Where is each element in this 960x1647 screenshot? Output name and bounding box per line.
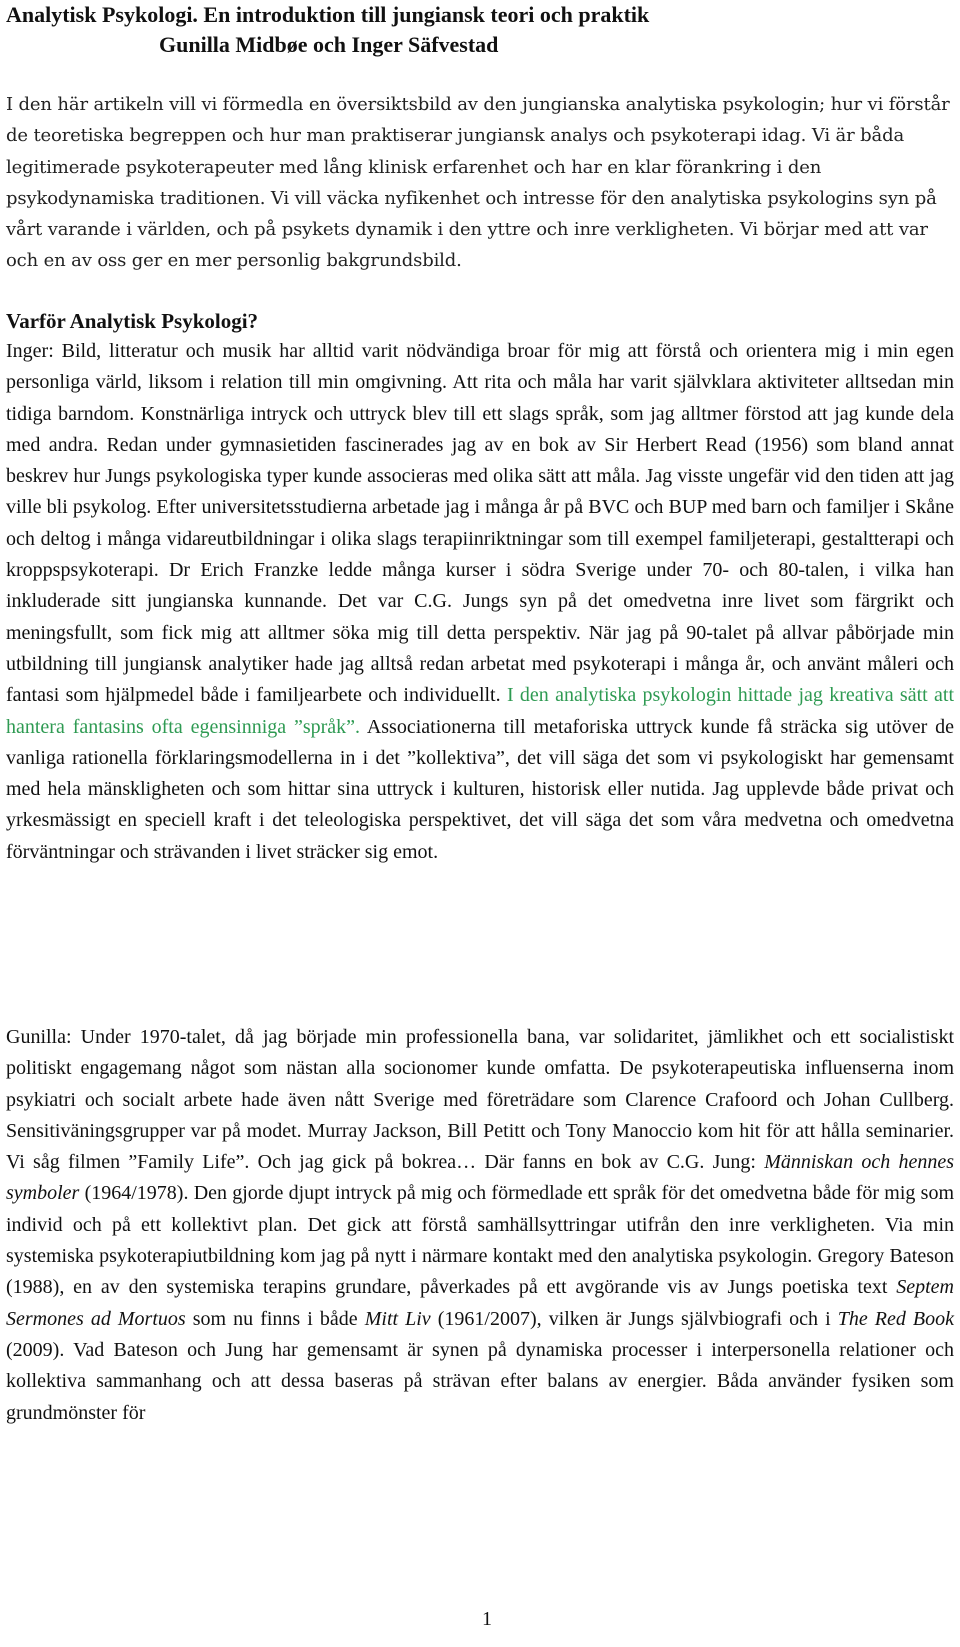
gunilla-text-2: (1964/1978). Den gjorde djupt intryck på mig och förmedlade ett språk för det omedvetna både för mig som individ och på ett kollektivt plan. Det gick att förstå samhällsyttringar utifrån den inre verkligheten. Via min systemiska psykoterapiutbildning kom jag på nytt i närmare kontakt med den analytiska psykologin. Gregory Bateson (1988), en av den systemiska terapins grundare, påverkades på ett avgörande vis av Jungs poetiska text: [6, 1182, 954, 1299]
authors-line: Gunilla Midbøe och Inger Säfvestad: [159, 32, 499, 57]
gunilla-paragraph: [6, 1022, 954, 1429]
gunilla-text-5: (2009). Vad Bateson och Jung har gemensamt är synen på dynamiska processer i interpersonella relationer och kollektiva sammanhang och att dessa baseras på strävan efter balans av energier. Båda använder fysiken som grundmönster för: [6, 1338, 954, 1424]
inger-text-part1: Inger: Bild, litteratur och musik har alltid varit nödvändiga broar för mig att förstå och orientera mig i min egen personliga värld, liksom i relation till min omgivning. Att rita och måla har varit självklara aktiviteter alltsedan min tidiga barndom. Konstnärliga intryck och uttryck blev till ett slags språk, som jag alltmer förstod att jag kunde dela med andra. Redan under gymnasietiden fascinerades jag av en bok av Sir Herbert Read (1956) som bland annat beskrev hur Jungs psykologiska typer kunde associeras med olika sätt att måla. Jag visste ungefär vid den tiden att jag ville bli psykolog. Efter universitetsstudierna arbetade jag i många år på BVC och BUP med barn och familjer i Skåne och deltog i många vidareutbildningar i olika slags terapiinriktningar som till exempel familjeterapi, gestaltterapi och kroppspsykoterapi. Dr Erich Franzke ledde många kurser i södra Sverige under 70- och 80-talen, i vilka han inkluderade sitt jungianska kunnande. Det var C.G. Jungs syn på det omedvetna inre livet som färgrikt och meningsfullt, som fick mig att alltmer söka mig till detta perspektiv. När jag på 90-talet på allvar påbörjade min utbildning till jungiansk analytiker hade jag alltså redan arbetat med psykoterapi i många år, och använt måleri och fantasi som hjälpmedel både i familjearbete och individuellt.: [6, 340, 954, 707]
inger-highlighted-sentence: I den analytiska psykologin hittade jag kreativa sätt att hantera fantasins ofta egensinniga ”språk”.: [6, 684, 955, 738]
intro-paragraph: I den här artikeln vill vi förmedla en översiktsbild av den jungianska analytiska psykologin; hur vi förstår de teoretiska begreppen och hur man praktiserar jungiansk analys och psykoterapi idag. Vi är båda legitimerade psykoterapeuter med lång klinisk erfarenhet och har en klar förankring i den psykodynamiska traditionen. Vi vill väcka nyfikenhet och intresse för den analytiska psykologins syn på vårt varande i världen, och på psykets dynamik i den yttre och inre verkligheten. Vi börjar med att var och en av oss ger en mer personlig bakgrundsbild.: [6, 94, 950, 272]
book-title-septem-sermones: Septem Sermones ad Mortuos: [6, 1276, 954, 1330]
section-heading: Varför Analytisk Psykologi?: [6, 309, 259, 333]
inger-text-part2: Associationerna till metaforiska uttryck kunde få sträcka sig utöver de vanliga rationella förklaringsmodellerna in i det ”kollektiva”, det vill säga det som vi psykologiskt har gemensamt med hela mänskligheten och som hittar sina uttryck i kulturen, historisk eller nutida. Jag upplevde både privat och yrkesmässigt en speciell kraft i det teleologiska perspektivet, det vill säga det som våra medvetna och omedvetna förväntningar och strävanden i livet sträcker sig emot.: [6, 715, 954, 863]
document-title: [6, 0, 946, 60]
gunilla-text-4: (1961/2007), vilken är Jungs självbiografi och i: [430, 1307, 838, 1330]
inger-paragraph: [6, 336, 954, 868]
page-number: 1: [482, 1608, 492, 1630]
book-title-mitt-liv: Mitt Liv: [364, 1307, 431, 1330]
book-title-manniskan: Människan och hennes symboler: [6, 1151, 954, 1205]
gunilla-text-3: som nu finns i både: [185, 1307, 365, 1330]
gunilla-text-1: Gunilla: Under 1970-talet, då jag började min professionella bana, var solidaritet, jämlikhet och ett socialistiskt politiskt engagemang något som nästan alla socionomer kunde omfatta. De psykoterapeutiska influenserna inom psykiatri och socialt arbete hade även nått Sverige med företrädare som Clarence Crafoord och Johan Cullberg. Sensitiväningsgrupper var på modet. Murray Jackson, Bill Petitt och Tony Manoccio kom hit för att hålla seminarier. Vi såg filmen ”Family Life”. Och jag gick på bokrea… Där fanns en bok av C.G. Jung:: [6, 1026, 954, 1174]
book-title-red-book: The Red Book: [837, 1307, 955, 1330]
title-main: Analytisk Psykologi. En introduktion till jungiansk teori och praktik: [6, 2, 650, 27]
